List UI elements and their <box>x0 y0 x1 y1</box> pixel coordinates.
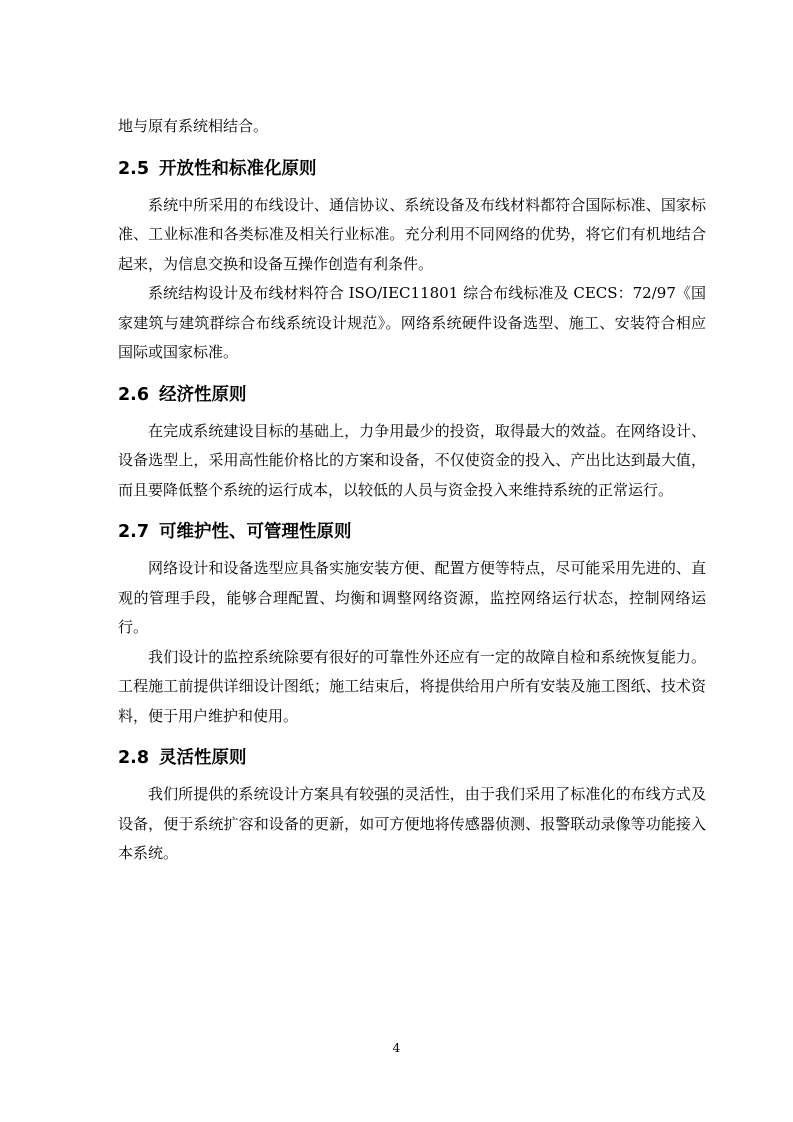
section-title: 灵活性原则 <box>159 748 247 768</box>
section-title: 经济性原则 <box>159 384 247 405</box>
continuation-paragraph: 地与原有系统相结合。 <box>118 117 269 135</box>
section-title: 可维护性、可管理性原则 <box>159 522 352 542</box>
section-heading-2-5 <box>118 156 706 182</box>
section-number: 2.5 <box>118 158 150 179</box>
section-heading-2-7 <box>118 519 706 545</box>
section-heading-2-8 <box>118 745 706 771</box>
paragraph: 我们设计的监控系统除要有很好的可靠性外还应有一定的故障自检和系统恢复能力。工程施工前提供详细设计图纸；施工结束后，将提供给用户所有安装及施工图纸、技术资料，便于用户维护和使用。 <box>118 647 706 725</box>
page-body <box>118 112 706 869</box>
section-title: 开放性和标准化原则 <box>159 158 317 179</box>
paragraph: 系统中所采用的布线设计、通信协议、系统设备及布线材料都符合国际标准、国家标准、工业标准和各类标准及相关行业标准。充分利用不同网络的优势，将它们有机地结合起来，为信息交换和设备互操作创造有利条件。 <box>118 195 706 273</box>
section-number: 2.8 <box>118 748 150 768</box>
paragraph: 系统结构设计及布线材料符合 ISO/IEC11801 综合布线标准及 CECS：72/97《国家建筑与建筑群综合布线系统设计规范》。网络系统硬件设备选型、施工、安装符合相应国际或国家标准。 <box>118 284 706 361</box>
section-number: 2.7 <box>118 522 150 542</box>
section-number: 2.6 <box>118 384 150 405</box>
section-heading-2-6 <box>118 382 706 408</box>
paragraph: 我们所提供的系统设计方案具有较强的灵活性，由于我们采用了标准化的布线方式及设备，便于系统扩容和设备的更新，如可方便地将传感器侦测、报警联动录像等功能接入本系统。 <box>118 785 706 862</box>
paragraph: 网络设计和设备选型应具备实施安装方便、配置方便等特点，尽可能采用先进的、直观的管理手段，能够合理配置、均衡和调整网络资源，监控网络运行状态，控制网络运行。 <box>118 559 706 636</box>
page-number: 4 <box>392 1041 401 1055</box>
paragraph: 在完成系统建设目标的基础上，力争用最少的投资，取得最大的效益。在网络设计、设备选型上，采用高性能价格比的方案和设备，不仅使资金的投入、产出比达到最大值，而且要降低整个系统的运行成本，以较低的人员与资金投入来维持系统的正常运行。 <box>118 421 706 499</box>
